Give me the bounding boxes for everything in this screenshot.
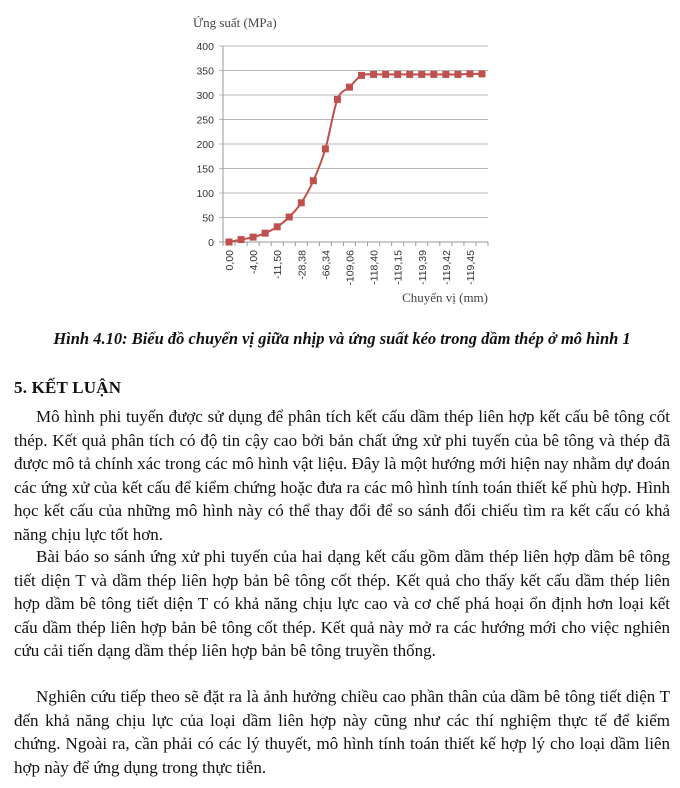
svg-text:350: 350 [196, 65, 214, 78]
y-axis-label: Ứng suất (MPa) [193, 15, 277, 30]
svg-text:50: 50 [202, 212, 214, 225]
svg-text:-66,34: -66,34 [320, 250, 333, 280]
svg-text:250: 250 [196, 114, 214, 127]
section-heading: 5. KẾT LUẬN [14, 378, 122, 397]
stress-displacement-chart [0, 0, 680, 320]
paragraph: Nghiên cứu tiếp theo sẽ đặt ra là ảnh hưởng chiều cao phần thân của dầm bê tông tiết diện T đến khả năng chịu lực của loại dầm liên hợp này cũng như các thí nghiệm thực tế để kiểm chứng. Ngoài ra, cần phải có các lý thuyết, mô hình tính toán thiết kế hợp lý cho loại dầm liên hợp này để ứng dụng trong thực tiễn. [14, 687, 670, 777]
data-point-marker [370, 71, 377, 78]
svg-text:-119,45: -119,45 [464, 250, 477, 285]
data-point-marker [406, 71, 413, 78]
data-point-marker [286, 214, 293, 221]
paragraph: Bài báo so sánh ứng xử phi tuyến của hai dạng kết cấu gồm dầm thép liên hợp dầm bê tông tiết diện T và dầm thép liên hợp bản bê tông cốt thép. Kết quả cho thấy kết cấu dầm thép liên hợp dầm bê tông tiết diện T có khả năng chịu lực cao và cơ chế phá hoại ổn định hơn loại kết cấu dầm thép liên hợp bản bê tông cốt thép. Kết quả này mở ra các hướng mới cho việc nghiên cứu cải tiến dạng dầm thép liên hợp bản bê tông truyền thống. [14, 547, 670, 660]
x-axis-label: Chuyển vị (mm) [402, 290, 488, 305]
data-point-marker [274, 223, 281, 230]
data-point-marker [226, 239, 233, 246]
data-point-marker [250, 234, 257, 241]
svg-text:-119,42: -119,42 [440, 250, 453, 285]
data-point-marker [382, 71, 389, 78]
svg-text:100: 100 [196, 188, 214, 200]
svg-text:-119,15: -119,15 [392, 250, 405, 285]
data-point-marker [442, 71, 449, 78]
svg-text:0: 0 [208, 237, 214, 249]
svg-text:-4,00: -4,00 [248, 250, 261, 274]
data-point-marker [454, 71, 461, 78]
svg-text:150: 150 [196, 163, 214, 176]
data-point-marker [322, 145, 329, 152]
data-point-marker [466, 70, 473, 77]
svg-text:0,00: 0,00 [224, 250, 237, 271]
svg-text:-28,38: -28,38 [296, 250, 309, 280]
data-point-marker [358, 72, 365, 79]
data-point-marker [346, 84, 353, 91]
data-point-marker [394, 71, 401, 78]
data-point-marker [298, 199, 305, 206]
svg-text:-119,39: -119,39 [416, 250, 429, 285]
figure-caption: Hình 4.10: Biểu đồ chuyển vị giữa nhịp và ứng suất kéo trong dầm thép ở mô hình 1 [53, 329, 631, 348]
svg-text:-11,50: -11,50 [272, 250, 285, 279]
data-point-marker [310, 177, 317, 184]
data-series [226, 70, 486, 245]
data-point-marker [478, 70, 485, 77]
data-point-marker [238, 236, 245, 243]
data-point-marker [418, 71, 425, 78]
svg-text:200: 200 [196, 139, 214, 151]
data-point-marker [430, 71, 437, 78]
x-axis-ticks [223, 242, 488, 286]
y-axis-ticks [196, 41, 214, 249]
svg-text:300: 300 [196, 90, 214, 102]
paragraph: Mô hình phi tuyến được sử dụng để phân tích kết cấu dầm thép liên hợp kết cấu bê tông cốt thép. Kết quả phân tích có độ tin cậy cao bởi bản chất ứng xử phi tuyến của bê tông và thép đã được mô tả chính xác trong các mô hình vật liệu. Đây là một hướng mới hiện nay nhằm dự đoán các ứng xử của kết cấu để kiểm chứng hoặc đưa ra các mô hình tính toán thiết kế phù hợp. Hình học kết cấu của những mô hình này có thể thay đổi để so sánh đối chiếu tìm ra kết cấu có khả năng chịu lực tốt hơn. [14, 407, 670, 544]
svg-text:-118,40: -118,40 [368, 250, 381, 285]
svg-text:-109,06: -109,06 [344, 250, 357, 286]
svg-text:400: 400 [196, 41, 214, 53]
data-point-marker [334, 96, 341, 103]
data-point-marker [262, 230, 269, 237]
